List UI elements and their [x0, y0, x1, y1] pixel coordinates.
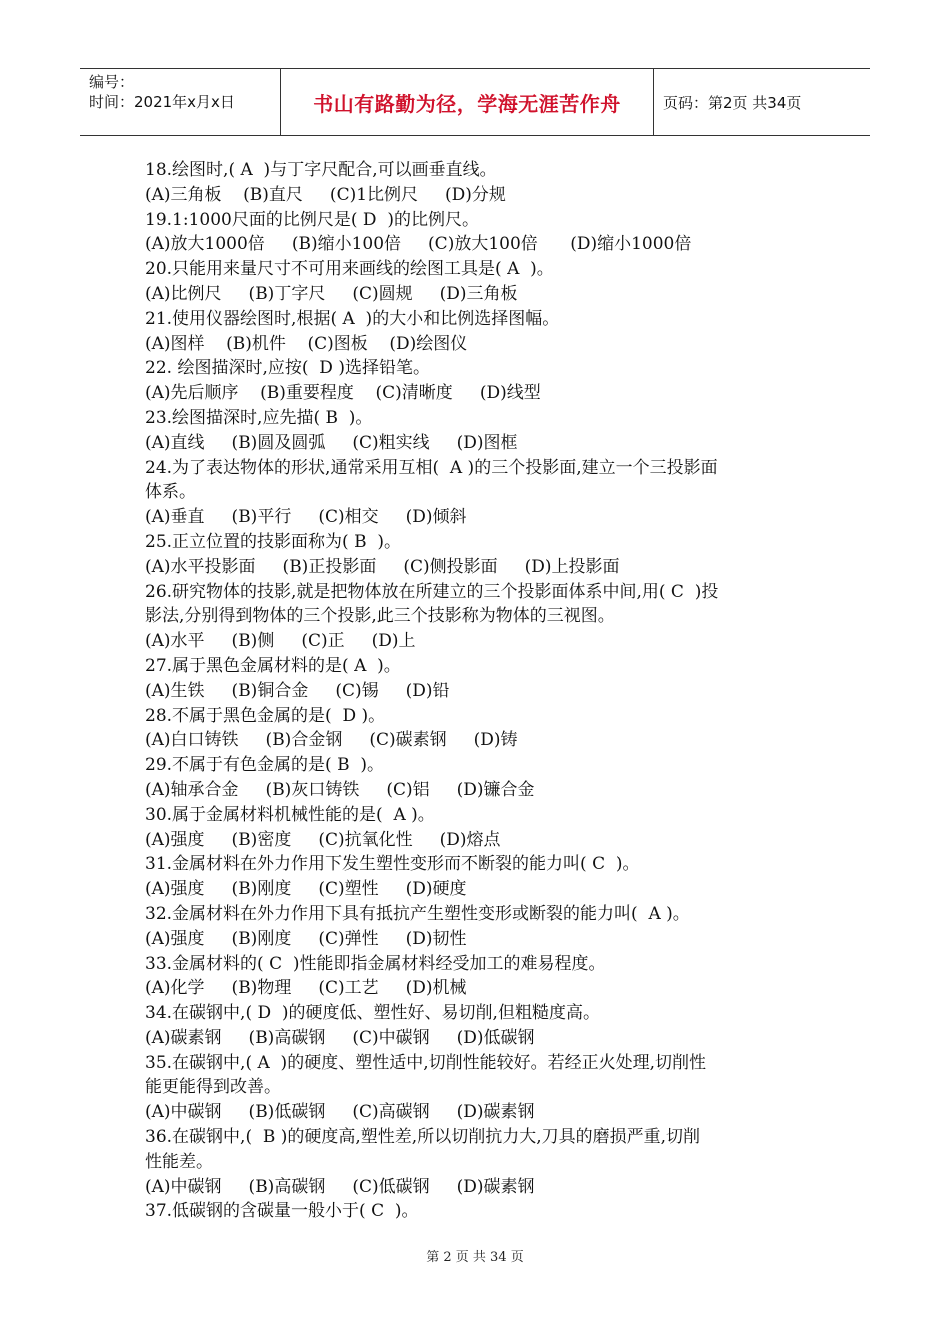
question-text-line: 23.绘图描深时,应先描( B )。: [145, 407, 373, 428]
answer-options-line: (A)水平投影面 (B)正投影面 (C)侧投影面 (D)上投影面: [145, 556, 620, 577]
question-text-line: 19.1:1000尺面的比例尺是( D )的比例尺。: [145, 209, 479, 230]
page-footer: 第 2 页 共 34 页: [426, 1250, 524, 1265]
question-text-line: 体系。: [145, 482, 196, 503]
answer-options-line: (A)轴承合金 (B)灰口铸铁 (C)铝 (D)镰合金: [145, 779, 535, 800]
question-text-line: 29.不属于有色金属的是( B )。: [145, 755, 385, 776]
answer-options-line: (A)垂直 (B)平行 (C)相交 (D)倾斜: [145, 507, 467, 528]
header-page-info: 页码：第2页 共34页: [663, 93, 802, 112]
question-text-line: 26.研究物体的技影,就是把物体放在所建立的三个投影面体系中间,用( C )投: [145, 581, 719, 602]
question-text-line: 24.为了表达物体的形状,通常采用互相( A )的三个投影面,建立一个三投影面: [145, 457, 718, 478]
answer-options-line: (A)强度 (B)刚度 (C)弹性 (D)韧性: [145, 928, 467, 949]
question-text-line: 18.绘图时,( A )与丁字尺配合,可以画垂直线。: [145, 160, 497, 180]
header-meta: [80, 69, 281, 135]
question-text-line: 31.金属材料在外力作用下发生塑性变形而不断裂的能力叫( C )。: [145, 854, 640, 875]
question-text-line: 25.正立位置的技影面称为( B )。: [145, 531, 402, 552]
question-text-line: 22. 绘图描深时,应按( D )选择铅笔。: [145, 358, 430, 379]
date-label: 时间：2021年x月x日: [89, 93, 235, 111]
serial-number-label: 编号：: [89, 73, 135, 91]
answer-options-line: (A)水平 (B)侧 (C)正 (D)上: [145, 631, 416, 652]
page-header: [80, 68, 870, 136]
answer-options-line: (A)化学 (B)物理 (C)工艺 (D)机械: [145, 978, 467, 999]
question-text-line: 34.在碳钢中,( D )的硬度低、塑性好、易切削,但粗糙度高。: [145, 1003, 600, 1024]
question-text-line: 27.属于黑色金属材料的是( A )。: [145, 655, 401, 676]
question-text-line: 33.金属材料的( C )性能即指金属材料经受加工的难易程度。: [145, 953, 606, 974]
answer-options-line: (A)碳素钢 (B)高碳钢 (C)中碳钢 (D)低碳钢: [145, 1027, 535, 1048]
question-text-line: 36.在碳钢中,( B )的硬度高,塑性差,所以切削抗力大,刀具的磨损严重,切削: [145, 1127, 701, 1148]
answer-options-line: (A)中碳钢 (B)低碳钢 (C)高碳钢 (D)碳素钢: [145, 1102, 535, 1123]
answer-options-line: (A)先后顺序 (B)重要程度 (C)清晰度 (D)线型: [145, 383, 541, 404]
header-motto: 书山有路勤为径，学海无涯苦作舟: [281, 69, 654, 135]
question-text-line: 30.属于金属材料机械性能的是( A )。: [145, 804, 435, 825]
answer-options-line: (A)中碳钢 (B)高碳钢 (C)低碳钢 (D)碳素钢: [145, 1176, 535, 1197]
question-text-line: 21.使用仪器绘图时,根据( A )的大小和比例选择图幅。: [145, 308, 560, 329]
answer-options-line: (A)放大1000倍 (B)缩小100倍 (C)放大100倍 (D)缩小1000倍: [145, 234, 692, 255]
question-text-line: 28.不属于黑色金属的是( D )。: [145, 705, 386, 726]
answer-options-line: (A)图样 (B)机件 (C)图板 (D)绘图仪: [145, 333, 468, 354]
question-text-line: 32.金属材料在外力作用下具有抵抗产生塑性变形或断裂的能力叫( A )。: [145, 903, 690, 924]
answer-options-line: (A)比例尺 (B)丁字尺 (C)圆规 (D)三角板: [145, 283, 518, 304]
question-text-line: 37.低碳钢的含碳量一般小于( C )。: [145, 1201, 419, 1222]
question-text-line: 20.只能用来量尺寸不可用来画线的绘图工具是( A )。: [145, 259, 554, 280]
answer-options-line: (A)白口铸铁 (B)合金钢 (C)碳素钢 (D)铸: [145, 730, 518, 751]
answer-options-line: (A)强度 (B)密度 (C)抗氧化性 (D)熔点: [145, 829, 501, 850]
question-text-line: 35.在碳钢中,( A )的硬度、塑性适中,切削性能较好。若经正火处理,切削性: [145, 1052, 706, 1073]
answer-options-line: (A)生铁 (B)铜合金 (C)锡 (D)铅: [145, 680, 450, 701]
answer-options-line: (A)强度 (B)刚度 (C)塑性 (D)硬度: [145, 879, 467, 900]
question-text-line: 能更能得到改善。: [145, 1077, 281, 1098]
answer-options-line: (A)三角板 (B)直尺 (C)1比例尺 (D)分规: [145, 184, 506, 205]
question-text-line: 性能差。: [145, 1151, 213, 1172]
question-text-line: 影法,分别得到物体的三个投影,此三个技影称为物体的三视图。: [145, 606, 615, 627]
answer-options-line: (A)直线 (B)圆及圆弧 (C)粗实线 (D)图框: [145, 432, 518, 453]
question-list: [145, 158, 813, 1224]
